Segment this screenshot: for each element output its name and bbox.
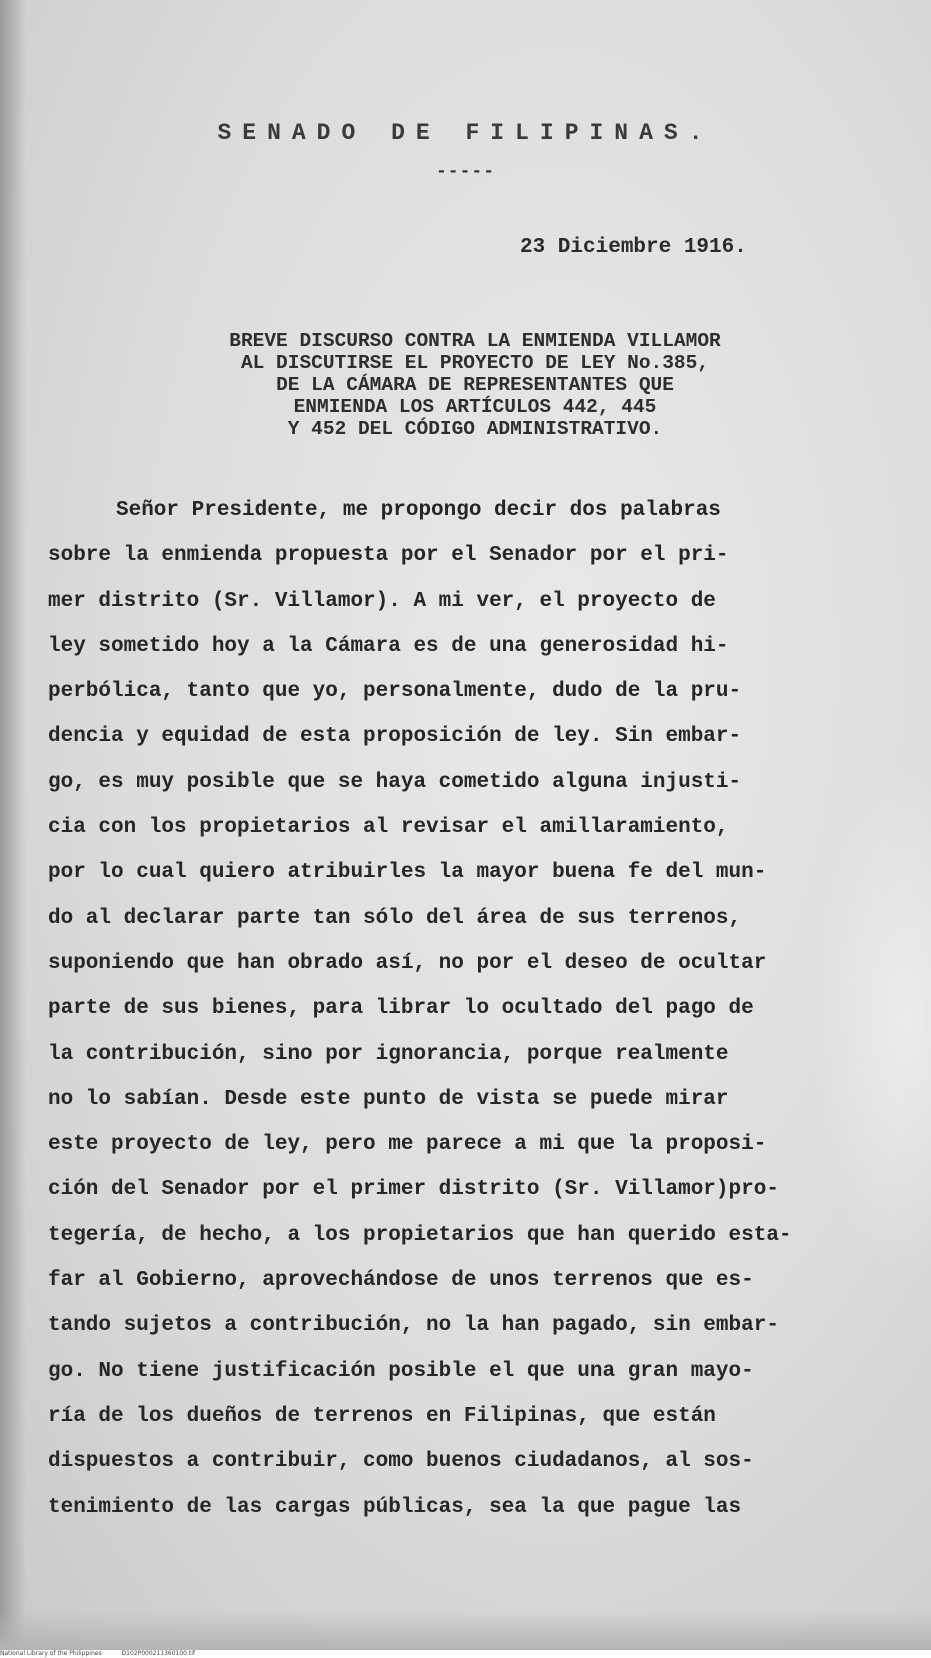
- document-date: 23 Diciembre 1916.: [520, 236, 747, 259]
- letterhead-rule: -----: [435, 162, 495, 182]
- page-bottom-shadow: [0, 1610, 931, 1650]
- heading-line: Y 452 DEL CÓDIGO ADMINISTRATIVO.: [287, 418, 663, 440]
- body-line: dencia y equidad de esta proposición de ley. Sin embar-: [48, 725, 742, 749]
- page-edge-shadow: [0, 0, 26, 1650]
- body-line: tenimiento de las cargas públicas, sea la que pague las: [48, 1495, 742, 1519]
- body-line: ley sometido hoy a la Cámara es de una generosidad hi-: [48, 634, 729, 658]
- body-line: dispuestos a contribuir, como buenos ciudadanos, al sos-: [48, 1450, 754, 1474]
- heading-line: ENMIENDA LOS ARTÍCULOS 442, 445: [293, 396, 657, 418]
- body-line: go. No tiene justificación posible el que una gran mayo-: [48, 1359, 754, 1383]
- body-line: la contribución, sino por ignorancia, porque realmente: [48, 1042, 729, 1066]
- archive-footer: [0, 1650, 931, 1658]
- body-line: do al declarar parte tan sólo del área de sus terrenos,: [48, 906, 742, 930]
- body-line: perbólica, tanto que yo, personalmente, dudo de la pru-: [48, 680, 742, 704]
- body-line: far al Gobierno, aprovechándose de unos terrenos que es-: [48, 1269, 754, 1293]
- letterhead-title: SENADO DE FILIPINAS.: [217, 120, 714, 146]
- body-line: tando sujetos a contribución, no la han pagado, sin embar-: [48, 1314, 779, 1338]
- body-line: sobre la enmienda propuesta por el Senador por el pri-: [48, 544, 729, 568]
- body-line: por lo cual quiero atribuirles la mayor buena fe del mun-: [48, 861, 767, 885]
- body-line: go, es muy posible que se haya cometido alguna injusti-: [48, 770, 742, 794]
- body-line: tegería, de hecho, a los propietarios que han querido esta-: [48, 1223, 792, 1247]
- footer-library: National Library of the Philippines: [0, 1650, 102, 1657]
- body-line: ría de los dueños de terrenos en Filipinas, que están: [48, 1404, 716, 1428]
- body-line: no lo sabían. Desde este punto de vista se puede mirar: [48, 1087, 729, 1111]
- body-line: mer distrito (Sr. Villamor). A mi ver, el proyecto de: [48, 589, 716, 613]
- body-line: suponiendo que han obrado así, no por el deseo de ocultar: [48, 951, 767, 975]
- body-line: parte de sus bienes, para librar lo ocultado del pago de: [48, 997, 754, 1021]
- speech-body: [48, 488, 898, 1530]
- footer-file: D102P000211360100.tif: [121, 1650, 196, 1657]
- heading-line: DE LA CÁMARA DE REPRESENTANTES QUE: [276, 374, 674, 396]
- body-line: ción del Senador por el primer distrito (Sr. Villamor)pro-: [48, 1178, 779, 1202]
- body-line: cia con los propietarios al revisar el amillaramiento,: [48, 816, 729, 840]
- body-line: Señor Presidente, me propongo decir dos palabras: [116, 499, 721, 522]
- heading-line: AL DISCUTIRSE EL PROYECTO DE LEY No.385,: [240, 352, 710, 374]
- body-line: este proyecto de ley, pero me parece a mi que la proposi-: [48, 1133, 767, 1157]
- heading-line: BREVE DISCURSO CONTRA LA ENMIENDA VILLAMOR: [229, 330, 721, 352]
- speech-heading: [140, 330, 810, 440]
